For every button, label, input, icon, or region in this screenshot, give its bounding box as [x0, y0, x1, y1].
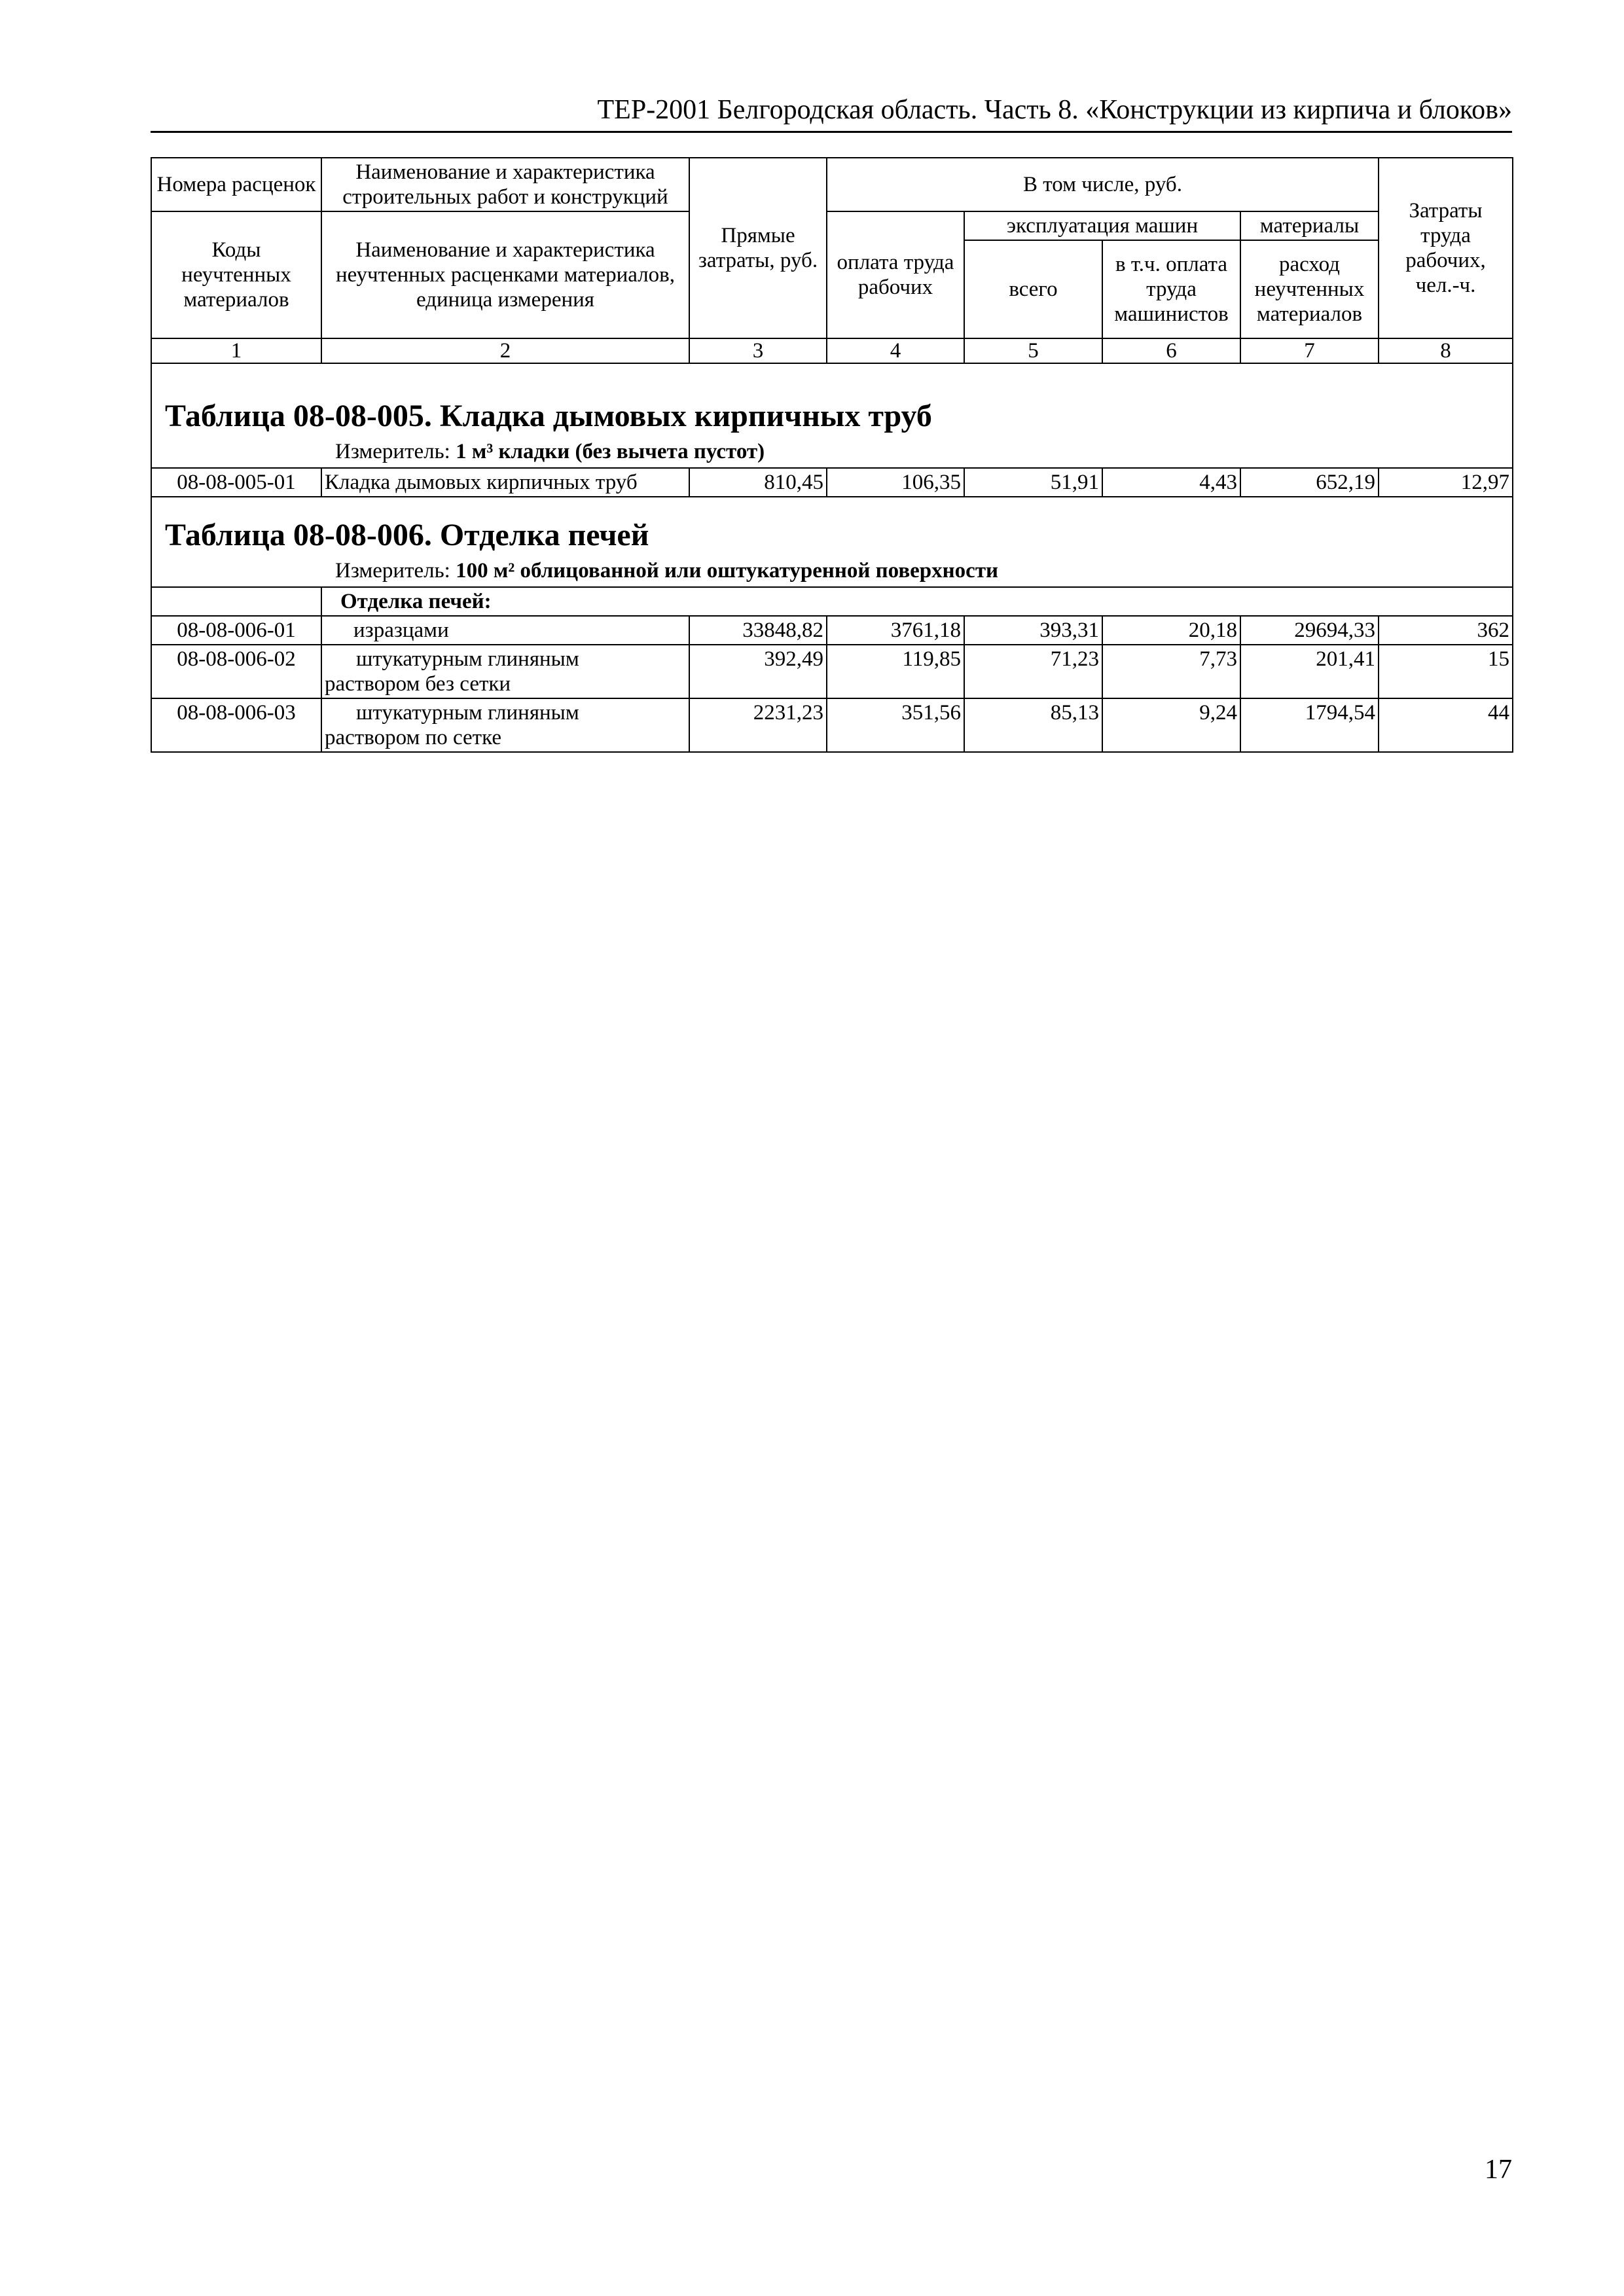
labor-hours-value: 15: [1379, 645, 1513, 698]
materials-value: 29694,33: [1240, 616, 1379, 645]
measure-label: Измеритель:: [335, 559, 450, 583]
machinists-pay-value: 7,73: [1102, 645, 1240, 698]
rate-name-line: раствором по сетке: [325, 726, 501, 749]
labor-pay-value: 351,56: [827, 698, 964, 752]
section-title: Таблица 08-08-006. Отделка печей: [165, 518, 649, 552]
header-divider: [151, 131, 1512, 133]
materials-value: 652,19: [1240, 468, 1379, 497]
labor-pay-value: 106,35: [827, 468, 964, 497]
machines-total-value: 51,91: [964, 468, 1102, 497]
rate-name-line: штукатурным глиняным: [356, 647, 579, 671]
header-direct-costs: Прямые затраты, руб.: [689, 158, 827, 338]
header-material-codes: Коды неучтенных материалов: [151, 211, 321, 338]
column-number: 6: [1102, 338, 1240, 363]
rate-name-line: раствором без сетки: [325, 672, 511, 696]
header-machinists-pay: в т.ч. оплата труда машинистов: [1102, 240, 1240, 338]
section-header-cell: [151, 363, 1513, 468]
column-number: 1: [151, 338, 321, 363]
rate-name: [321, 698, 689, 752]
machinists-pay-value: 20,18: [1102, 616, 1240, 645]
header-labor-hours: Затраты труда рабочих, чел.-ч.: [1379, 158, 1513, 338]
rate-code: 08-08-006-01: [151, 616, 321, 645]
measure-value: 1 м³ кладки (без вычета пустот): [456, 440, 765, 463]
header-including-group: В том числе, руб.: [827, 158, 1379, 211]
direct-costs-value: 810,45: [689, 468, 827, 497]
rate-code: 08-08-006-03: [151, 698, 321, 752]
header-work-name: Наименование и характеристика строительных работ и конструкций: [321, 158, 689, 211]
header-worker-pay: оплата труда рабочих: [827, 211, 964, 338]
table-row: [151, 616, 1513, 645]
rate-name: изразцами: [321, 616, 689, 645]
rates-table: [151, 157, 1513, 753]
section-measure: [152, 554, 1512, 586]
header-material-name: Наименование и характеристика неучтенных расценками материалов, единица измерения: [321, 211, 689, 338]
table-row: [151, 645, 1513, 698]
machinists-pay-value: 4,43: [1102, 468, 1240, 497]
machines-total-value: 393,31: [964, 616, 1102, 645]
column-number: 4: [827, 338, 964, 363]
labor-pay-value: 3761,18: [827, 616, 964, 645]
column-number-row: [151, 338, 1513, 363]
direct-costs-value: 2231,23: [689, 698, 827, 752]
labor-hours-value: 12,97: [1379, 468, 1513, 497]
materials-value: 1794,54: [1240, 698, 1379, 752]
document-header-title: ТЕР-2001 Белгородская область. Часть 8. «Конструкции из кирпича и блоков»: [597, 95, 1512, 125]
rate-name: [321, 645, 689, 698]
header-row-2: [151, 211, 1513, 240]
column-number: 5: [964, 338, 1102, 363]
machines-total-value: 71,23: [964, 645, 1102, 698]
labor-pay-value: 119,85: [827, 645, 964, 698]
section-measure: [152, 435, 1512, 467]
header-materials-group: материалы: [1240, 211, 1379, 240]
header-unaccounted-materials: расход неучтенных материалов: [1240, 240, 1379, 338]
header-row-1: [151, 158, 1513, 211]
section-title: Таблица 08-08-005. Кладка дымовых кирпичных труб: [165, 399, 932, 433]
section-header-cell: [151, 497, 1513, 587]
column-number: 2: [321, 338, 689, 363]
rate-name-line: штукатурным глиняным: [356, 701, 579, 725]
header-rate-numbers: Номера расценок: [151, 158, 321, 211]
group-label: Отделка печей:: [340, 590, 492, 613]
section-header-row: [151, 497, 1513, 587]
column-number: 7: [1240, 338, 1379, 363]
rate-code: 08-08-006-02: [151, 645, 321, 698]
header-machine-operation-group: эксплуатация машин: [964, 211, 1240, 240]
measure-value: 100 м² облицованной или оштукатуренной поверхности: [456, 559, 999, 583]
rate-code: 08-08-005-01: [151, 468, 321, 497]
measure-label: Измеритель:: [335, 440, 450, 463]
direct-costs-value: 33848,82: [689, 616, 827, 645]
machines-total-value: 85,13: [964, 698, 1102, 752]
column-number: 8: [1379, 338, 1513, 363]
column-number: 3: [689, 338, 827, 363]
table-row: [151, 468, 1513, 497]
page-number: 17: [1485, 2155, 1512, 2185]
table-row: [151, 698, 1513, 752]
group-cell: [321, 587, 1513, 616]
labor-hours-value: 362: [1379, 616, 1513, 645]
group-row: [151, 587, 1513, 616]
rate-name: Кладка дымовых кирпичных труб: [321, 468, 689, 497]
machinists-pay-value: 9,24: [1102, 698, 1240, 752]
empty-cell: [151, 587, 321, 616]
section-header-row: [151, 363, 1513, 468]
materials-value: 201,41: [1240, 645, 1379, 698]
labor-hours-value: 44: [1379, 698, 1513, 752]
direct-costs-value: 392,49: [689, 645, 827, 698]
header-machines-total: всего: [964, 240, 1102, 338]
